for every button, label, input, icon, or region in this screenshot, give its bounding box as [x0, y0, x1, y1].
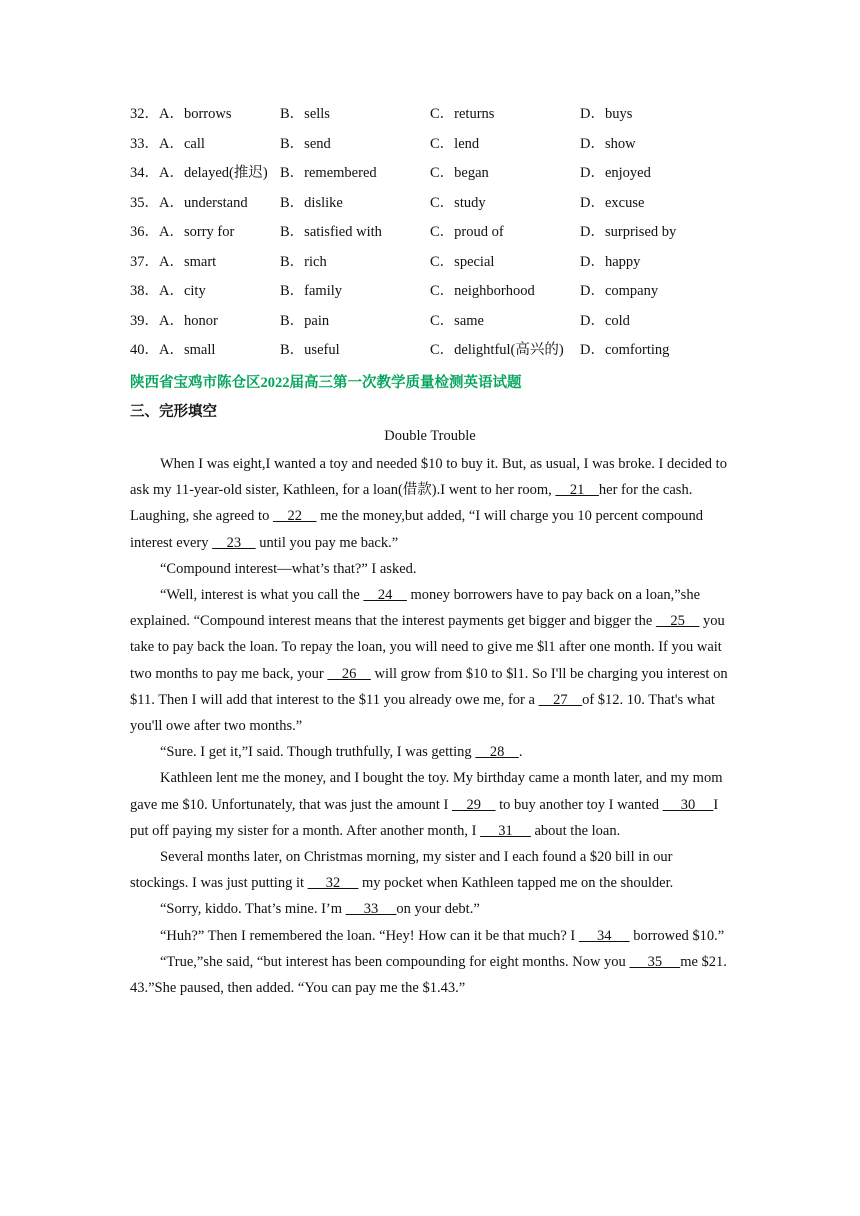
option-c: C．lend	[430, 135, 480, 152]
option-row	[130, 307, 730, 337]
blank-field: 35	[629, 953, 681, 970]
passage-text: I put off paying my sister for a month. After another month, I	[130, 796, 719, 839]
passage-paragraph	[130, 844, 730, 896]
passage-text: Several months later, on Christmas morning, my sister and I each found a $20 bill in our stockings. I was just putting it	[130, 849, 673, 892]
blank-field: 26	[327, 665, 371, 682]
option-b: B．remembered	[280, 165, 377, 181]
section-title: 三、完形填空	[130, 404, 217, 420]
option-d: D．cold	[580, 312, 630, 329]
passage-text: about the loan.	[530, 822, 621, 839]
option-b: B．family	[280, 283, 343, 299]
option-c: C．neighborhood	[430, 283, 535, 299]
option-b: B．pain	[280, 312, 330, 329]
blank-field: 32	[307, 875, 359, 892]
option-row	[130, 277, 730, 307]
option-b: B．dislike	[280, 194, 343, 211]
option-d: D．enjoyed	[580, 165, 651, 181]
passage-text: of $12. 10. That's what you'll owe after two months.”	[130, 691, 715, 735]
blank-field: 33	[345, 901, 397, 918]
option-row	[130, 130, 730, 160]
option-a: 32．A．borrows	[130, 106, 232, 122]
exam-source-heading: 陕西省宝鸡市陈仓区2022届高三第一次教学质量检测英语试题	[130, 375, 522, 391]
blank-field: 30	[662, 796, 714, 813]
passage-text: me the money,but added, “I will charge you 10 percent compound interest every	[130, 508, 704, 551]
option-b: B．satisfied with	[280, 224, 382, 240]
blank-field: 23	[212, 534, 256, 551]
option-c: C．same	[430, 312, 484, 329]
option-b: B．rich	[280, 253, 327, 270]
option-d: D．excuse	[580, 194, 645, 211]
passage-text: to buy another toy I wanted	[495, 796, 663, 813]
option-d: D．show	[580, 135, 636, 152]
passage-text: Kathleen lent me the money, and I bought the toy. My birthday came a month later, and my mom gave me $10. Unfortunately, that was just the amount I	[130, 770, 723, 813]
blank-field: 31	[480, 822, 531, 839]
blank-field: 27	[538, 691, 583, 708]
option-c: C．returns	[430, 106, 495, 122]
option-a: 34．A．delayed(推迟)	[130, 165, 268, 181]
passage-paragraph	[130, 739, 730, 765]
passage-paragraph	[130, 765, 730, 844]
passage-paragraph	[130, 582, 730, 739]
option-d: D．comforting	[580, 342, 670, 358]
option-d: D．happy	[580, 253, 641, 270]
blank-field: 25	[655, 613, 700, 630]
option-row	[130, 159, 730, 189]
option-d: D．company	[580, 283, 659, 299]
option-c: C．study	[430, 194, 486, 211]
blank-field: 22	[272, 508, 317, 525]
answer-options-list	[130, 100, 730, 366]
option-c: C．proud of	[430, 224, 504, 240]
option-a: 35．A．understand	[130, 194, 248, 211]
passage-paragraph	[130, 923, 730, 949]
option-row	[130, 218, 730, 248]
passage-text: “Huh?” Then I remembered the loan. “Hey! How can it be that much? I	[160, 927, 579, 944]
passage-text: until you pay me back.”	[255, 534, 399, 551]
passage-text: my pocket when Kathleen tapped me on the shoulder.	[358, 875, 674, 892]
passage-text: .	[518, 744, 523, 761]
passage-text: When I was eight,I wanted a toy and needed $10 to buy it. But, as usual, I was broke. I decided to ask my 11-year-old sister, Kathleen, for a loan(借款).I went to her room,	[130, 456, 727, 499]
passage-text: money borrowers have to pay back on a loan,”she explained. “Compound interest means that the interest payments get bigger and bigger the	[130, 587, 701, 630]
passage-paragraph	[130, 896, 730, 922]
blank-field: 21	[555, 482, 599, 499]
passage-text: “Compound interest—what’s that?” I asked.	[160, 560, 417, 577]
passage-text: “Well, interest is what you call the	[160, 587, 364, 604]
option-b: B．sells	[280, 106, 330, 122]
passage-paragraph	[130, 451, 730, 556]
option-a: 37．A．smart	[130, 253, 217, 270]
option-a: 39．A．honor	[130, 312, 218, 329]
option-c: C．began	[430, 165, 489, 181]
passage-paragraph	[130, 556, 730, 582]
passage-text: on your debt.”	[396, 901, 480, 918]
option-a: 36．A．sorry for	[130, 224, 235, 240]
passage-text: “Sure. I get it,”I said. Though truthfully, I was getting	[160, 744, 476, 761]
option-row	[130, 189, 730, 219]
passage-text: borrowed $10.”	[629, 927, 725, 944]
passage-text: her for the cash. Laughing, she agreed to	[130, 482, 693, 525]
option-b: B．send	[280, 135, 331, 152]
passage-text: will grow from $10 to $l1. So I'll be charging you interest on $11. Then I will add that interest to the $11 you already owe me, for a	[130, 665, 728, 708]
passage-body	[130, 451, 730, 1001]
option-row	[130, 336, 730, 366]
blank-field: 34	[578, 927, 630, 944]
passage-text: “Sorry, kiddo. That’s mine. I’m	[160, 901, 346, 918]
option-d: D．buys	[580, 106, 633, 122]
option-c: C．special	[430, 253, 495, 270]
blank-field: 24	[363, 587, 407, 604]
passage-title: Double Trouble	[384, 428, 476, 444]
option-a: 38．A．city	[130, 283, 206, 299]
passage-text: “True,”she said, “but interest has been compounding for eight months. Now you	[160, 953, 630, 970]
passage-paragraph	[130, 949, 730, 1001]
blank-field: 29	[452, 796, 496, 813]
option-a: 33．A．call	[130, 135, 205, 152]
passage-text: me $21. 43.”She paused, then added. “You can pay me the $1.43.”	[130, 953, 727, 997]
passage-text: you take to pay back the loan. To repay the loan, you will need to give me $l1 after one month. If you wait two months to pay me back, your	[130, 613, 725, 682]
option-b: B．useful	[280, 342, 340, 358]
blank-field: 28	[475, 744, 519, 761]
option-d: D．surprised by	[580, 224, 677, 240]
option-a: 40．A．small	[130, 342, 216, 358]
option-row	[130, 100, 730, 130]
option-c: C．delightful(高兴的)	[430, 342, 564, 358]
option-row	[130, 248, 730, 278]
